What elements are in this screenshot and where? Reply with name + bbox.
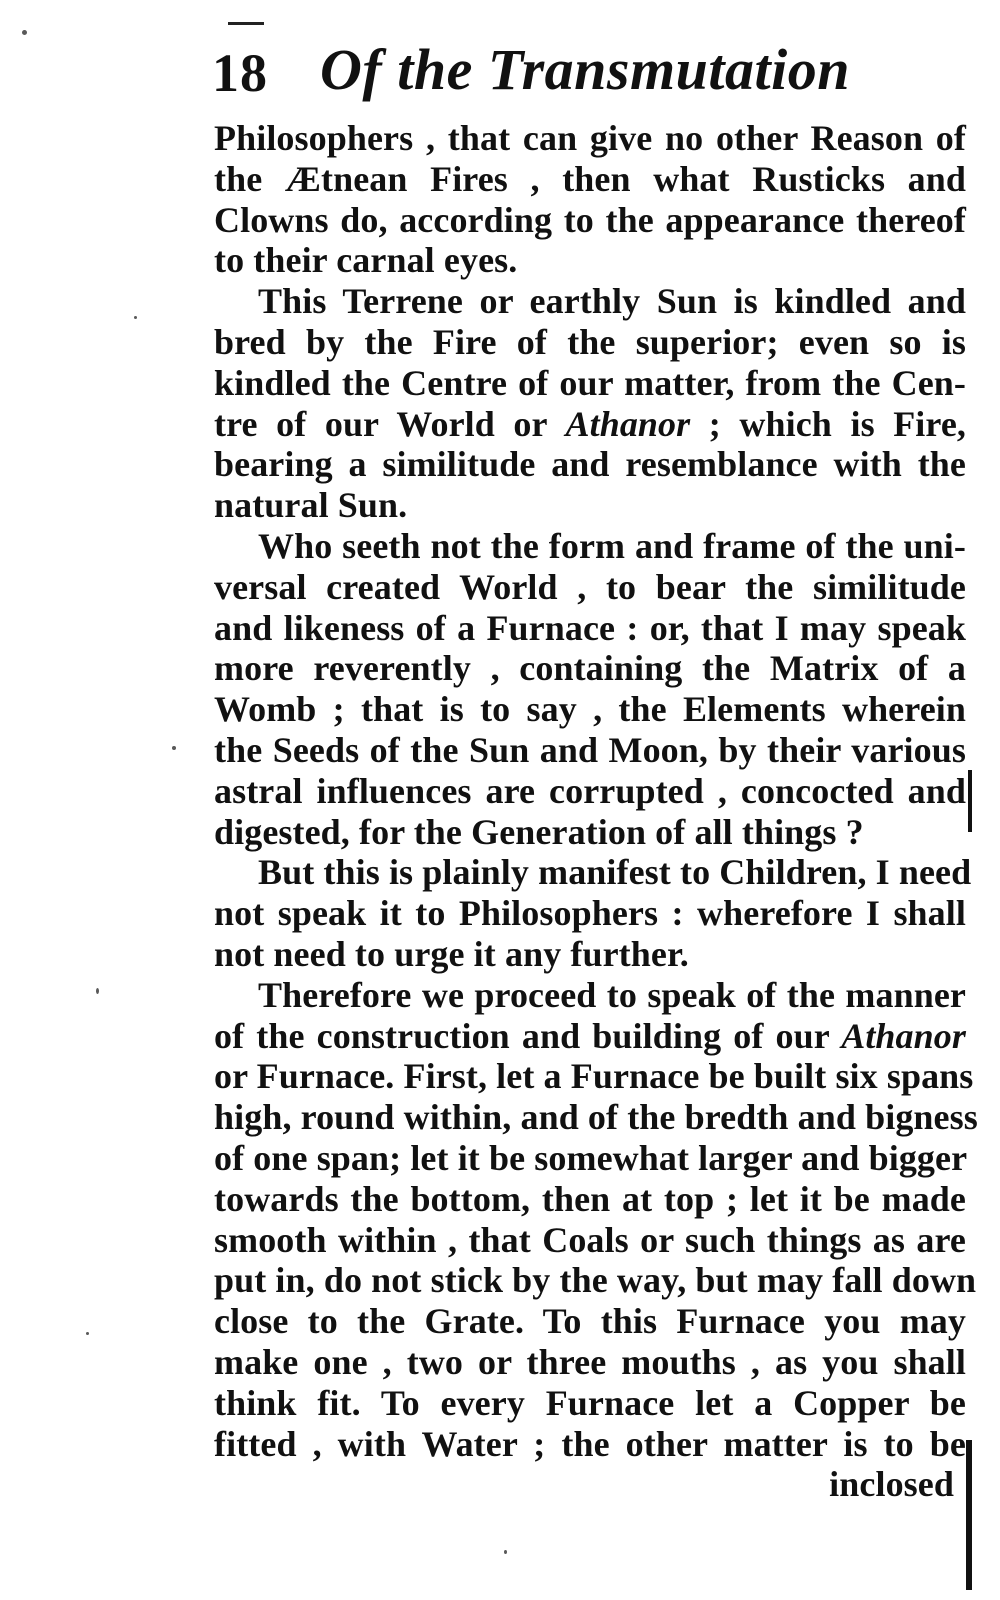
- italic-word: Athanor: [841, 1015, 966, 1056]
- text-line: But this is plainly manifest to Children, I need: [258, 852, 972, 893]
- text-line: put in, do not stick by the way, but may fall down: [214, 1260, 977, 1301]
- text-line: of one span; let it be somewhat larger and bigger: [214, 1137, 968, 1178]
- text-line: Therefore we proceed to speak of the manner: [258, 974, 966, 1015]
- text-line: or Furnace. First, let a Furnace be built six spans: [214, 1056, 974, 1097]
- text-line: and likeness of a Furnace : or, that I may speak: [214, 607, 966, 648]
- text-line: make one , two or three mouths , as you shall: [214, 1341, 966, 1382]
- text-line: tre of our World or Athanor ; which is Fire,: [214, 403, 967, 444]
- text-line: natural Sun.: [214, 485, 408, 526]
- italic-word: Athanor: [565, 403, 691, 444]
- catchword: inclosed: [829, 1464, 954, 1505]
- text-line: not speak it to Philosophers : wherefore I shall: [214, 893, 966, 934]
- text-line: bearing a similitude and resemblance with the: [214, 444, 966, 485]
- running-title: Of the Transmutation: [320, 37, 850, 102]
- text-line: Philosophers , that can give no other Reason of: [214, 118, 966, 158]
- text-line: Who seeth not the form and frame of the uni-: [258, 525, 966, 566]
- text-line: of the construction and building of our Athanor: [214, 1015, 966, 1056]
- margin-mark: [966, 1440, 972, 1590]
- body-text: [214, 118, 978, 1505]
- text-line: fitted , with Water ; the other matter is to be: [214, 1423, 966, 1464]
- text-line: close to the Grate. To this Furnace you may: [214, 1301, 966, 1342]
- text-line: the Ætnean Fires , then what Rusticks and: [214, 158, 966, 199]
- text-line: high, round within, and of the bredth and bigness: [214, 1097, 978, 1138]
- text-line: astral influences are corrupted , concocted and: [214, 770, 966, 811]
- page-number: 18: [212, 43, 268, 103]
- text-line: the Seeds of the Sun and Moon, by their various: [214, 729, 966, 770]
- text-line: think fit. To every Furnace let a Copper be: [214, 1382, 966, 1423]
- ink-speck: [172, 746, 176, 750]
- ink-speck: [96, 988, 99, 994]
- ink-speck: [134, 316, 137, 319]
- text-line: more reverently , containing the Matrix of a: [214, 648, 966, 689]
- text-line: to their carnal eyes.: [214, 240, 518, 281]
- ink-speck: [504, 1550, 507, 1554]
- print-mark: [228, 22, 264, 25]
- page-header: [212, 38, 902, 120]
- text-line: not need to urge it any further.: [214, 933, 689, 974]
- text-line: smooth within , that Coals or such things as are: [214, 1219, 966, 1260]
- text-line: versal created World , to bear the similitude: [214, 566, 966, 607]
- text-line: This Terrene or earthly Sun is kindled and: [258, 281, 966, 322]
- text-line: towards the bottom, then at top ; let it be made: [214, 1178, 966, 1219]
- text-line: bred by the Fire of the superior; even so is: [214, 321, 966, 362]
- text-line: digested, for the Generation of all things ?: [214, 811, 864, 852]
- text-line: Clowns do, according to the appearance thereof: [214, 199, 966, 240]
- text-line: kindled the Centre of our matter, from the Cen-: [214, 362, 966, 403]
- text-line: Womb ; that is to say , the Elements wherein: [214, 689, 966, 730]
- ink-speck: [22, 30, 27, 35]
- ink-speck: [86, 1332, 89, 1335]
- margin-mark: [968, 770, 972, 832]
